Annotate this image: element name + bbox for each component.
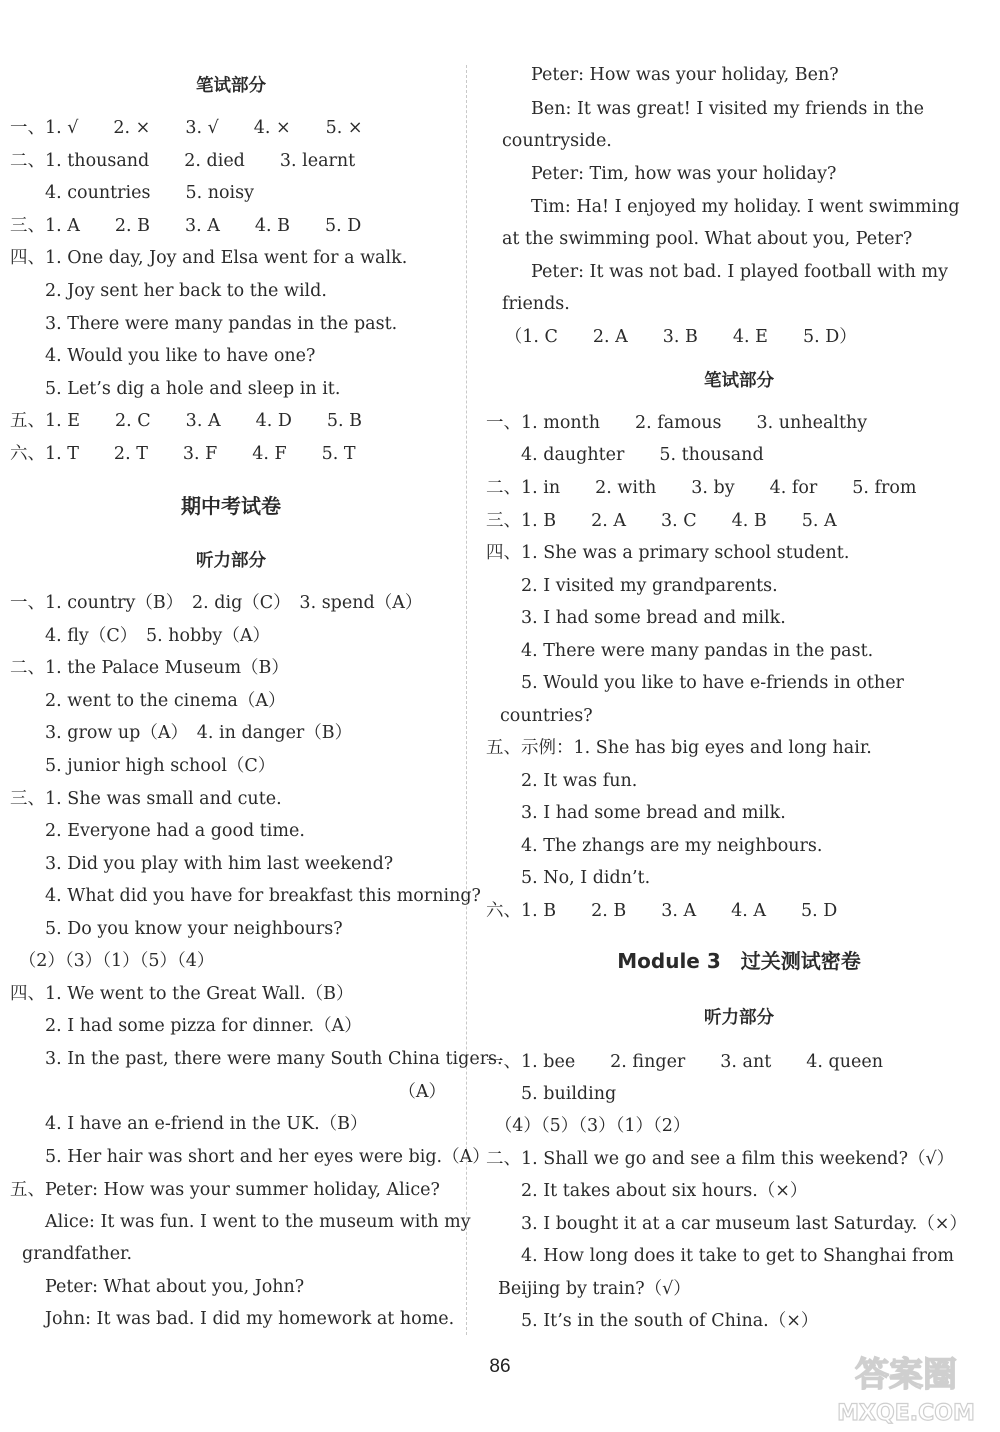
answer-line: 3. In the past, there were many South China tigers.: [10, 1049, 503, 1069]
answer-line: Tim: Ha! I enjoyed my holiday. I went swimming: [496, 197, 960, 217]
answer-line: 2. I had some pizza for dinner.（A）: [10, 1016, 362, 1036]
answer-line: 4. Would you like to have one?: [10, 346, 316, 366]
answer-line: 五、1. E 2. C 3. A 4. D 5. B: [10, 411, 362, 431]
answer-line: 2. Joy sent her back to the wild.: [10, 281, 327, 301]
answer-line: 2. went to the cinema（A）: [10, 691, 286, 711]
answer-line: 六、1. T 2. T 3. F 4. F 5. T: [10, 444, 356, 464]
answer-line: 3. Did you play with him last weekend?: [10, 854, 394, 874]
section-heading-listening: 听力部分: [704, 1008, 774, 1028]
answer-line: 5. Let’s dig a hole and sleep in it.: [10, 379, 341, 399]
answer-line: 四、1. She was a primary school student.: [486, 543, 850, 563]
answer-line: 二、1. the Palace Museum（B）: [10, 658, 289, 678]
answer-line: Peter: Tim, how was your holiday?: [496, 164, 837, 184]
answer-line: 三、1. A 2. B 3. A 4. B 5. D: [10, 216, 362, 236]
section-heading-written: 笔试部分: [704, 371, 774, 391]
answer-line: 2. Everyone had a good time.: [10, 821, 305, 841]
answer-line: 4. I have an e-friend in the UK.（B）: [10, 1114, 368, 1134]
answer-line: 3. I had some bread and milk.: [486, 608, 786, 628]
answer-line: 4. What did you have for breakfast this morning?: [10, 886, 481, 906]
answer-line: 三、1. B 2. A 3. C 4. B 5. A: [486, 511, 837, 531]
answer-line: 五、Peter: How was your summer holiday, Alice?: [10, 1180, 440, 1200]
page-number: 86: [489, 1356, 511, 1377]
answer-line: 一、1. bee 2. finger 3. ant 4. queen: [486, 1052, 884, 1072]
answer-line: （1. C 2. A 3. B 4. E 5. D）: [496, 327, 857, 347]
watermark-text-top: 答案圈: [855, 1355, 957, 1395]
answer-line: 5. Would you like to have e-friends in other: [486, 673, 904, 693]
answer-line: 四、1. We went to the Great Wall.（B）: [10, 984, 354, 1004]
answer-line: （A）: [398, 1082, 446, 1102]
answer-line: 4. countries 5. noisy: [10, 183, 254, 203]
answer-line: 3. grow up（A） 4. in danger（B）: [10, 723, 353, 743]
answer-line: Peter: It was not bad. I played football with my: [496, 262, 949, 282]
answer-line: 一、1. √ 2. × 3. √ 4. × 5. ×: [10, 118, 363, 138]
answer-line: countryside.: [502, 131, 612, 151]
answer-line: Peter: What about you, John?: [10, 1277, 305, 1297]
answer-line: 二、1. in 2. with 3. by 4. for 5. from: [486, 478, 917, 498]
answer-line: （2）（3）（1）（5）（4）: [10, 951, 215, 971]
answer-line: John: It was bad. I did my homework at home.: [10, 1309, 455, 1329]
answer-line: Ben: It was great! I visited my friends in the: [496, 99, 925, 119]
watermark-text-bottom: MXQE.COM: [837, 1401, 975, 1426]
answer-line: at the swimming pool. What about you, Peter?: [502, 229, 913, 249]
answer-line: 3. I bought it at a car museum last Saturday.（×）: [486, 1214, 967, 1234]
answer-line: 5. junior high school（C）: [10, 756, 276, 776]
answer-line: 4. There were many pandas in the past.: [486, 641, 874, 661]
answer-line: 5. Do you know your neighbours?: [10, 919, 343, 939]
answer-line: countries?: [500, 706, 593, 726]
answer-line: 五、示例：1. She has big eyes and long hair.: [486, 738, 872, 758]
answer-line: 一、1. country（B） 2. dig（C） 3. spend（A）: [10, 593, 423, 613]
answer-line: 4. daughter 5. thousand: [486, 445, 764, 465]
exam-title-midterm: 期中考试卷: [181, 494, 281, 518]
answer-line: 4. How long does it take to get to Shanghai from: [486, 1246, 955, 1266]
section-heading-written: 笔试部分: [196, 76, 266, 96]
answer-line: 一、1. month 2. famous 3. unhealthy: [486, 413, 868, 433]
watermark-logo: [818, 1350, 994, 1426]
answer-line: 2. It was fun.: [486, 771, 638, 791]
answer-line: 4. fly（C） 5. hobby（A）: [10, 626, 270, 646]
answer-line: （4）（5）（3）（1）（2）: [486, 1116, 691, 1136]
answer-line: 二、1. thousand 2. died 3. learnt: [10, 151, 356, 171]
answer-line: 5. building: [486, 1084, 617, 1104]
answer-line: 5. It’s in the south of China.（×）: [486, 1311, 819, 1331]
answer-line: Peter: How was your holiday, Ben?: [496, 65, 839, 85]
answer-line: 2. It takes about six hours.（×）: [486, 1181, 808, 1201]
answer-line: 3. There were many pandas in the past.: [10, 314, 398, 334]
answer-line: 2. I visited my grandparents.: [486, 576, 778, 596]
answer-line: 5. Her hair was short and her eyes were big.（A）: [10, 1147, 490, 1167]
answer-line: 3. I had some bread and milk.: [486, 803, 786, 823]
answer-line: 5. No, I didn’t.: [486, 868, 651, 888]
answer-line: 四、1. One day, Joy and Elsa went for a walk.: [10, 248, 408, 268]
answer-line: Alice: It was fun. I went to the museum with my: [10, 1212, 471, 1232]
answer-line: 4. The zhangs are my neighbours.: [486, 836, 823, 856]
answer-line: 三、1. She was small and cute.: [10, 789, 282, 809]
answer-line: Beijing by train?（√）: [498, 1279, 691, 1299]
answer-line: friends.: [502, 294, 570, 314]
section-heading-listening: 听力部分: [196, 551, 266, 571]
answer-line: 六、1. B 2. B 3. A 4. A 5. D: [486, 901, 838, 921]
module-title: Module 3 过关测试密卷: [617, 949, 861, 973]
answer-line: 二、1. Shall we go and see a film this weekend?（√）: [486, 1149, 955, 1169]
answer-line: grandfather.: [22, 1244, 133, 1264]
